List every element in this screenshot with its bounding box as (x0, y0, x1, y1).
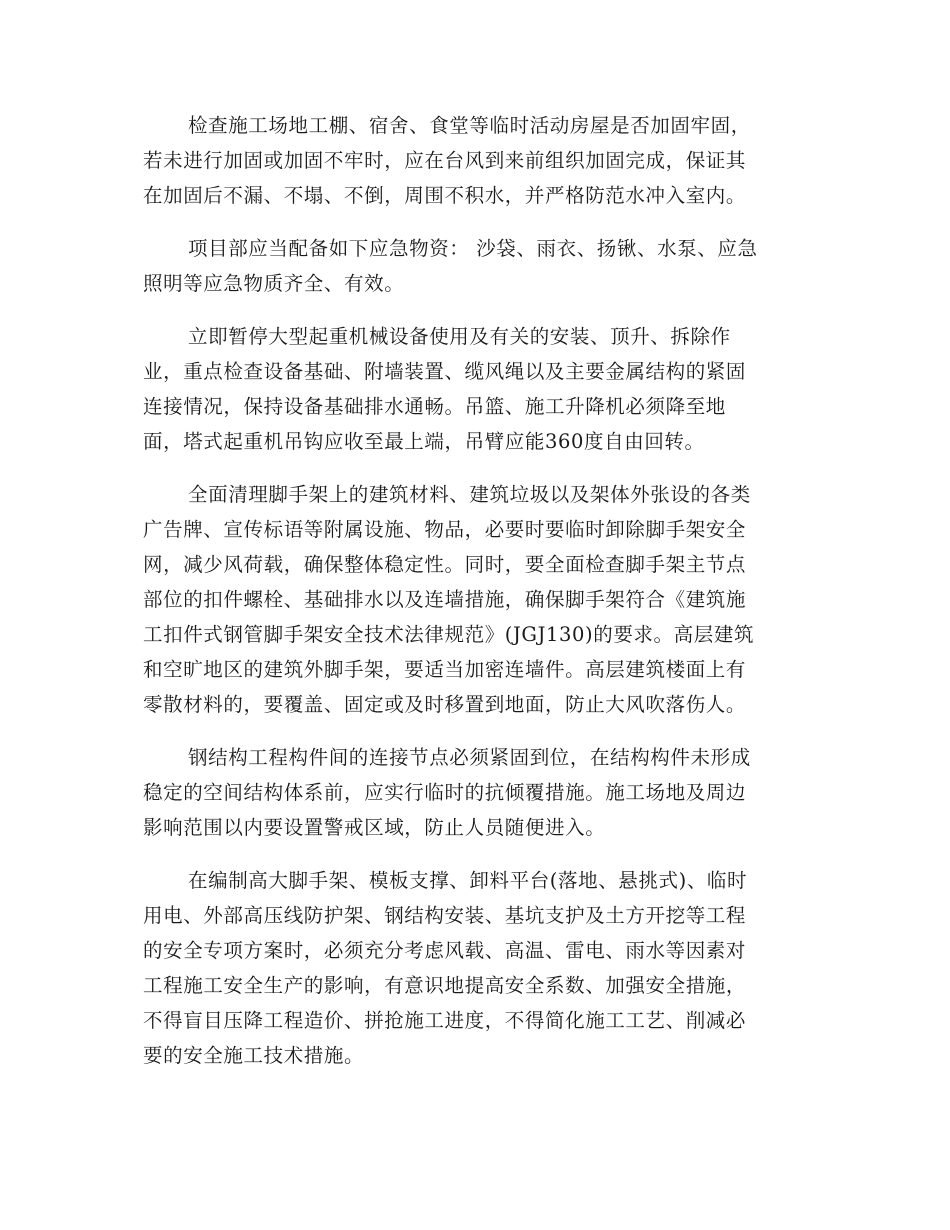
text-line: 工扣件式钢管脚手架安全技术法律规范》(JGJ130)的要求。高层建筑 (143, 623, 755, 646)
text-line: 要的安全施工技术措施。 (143, 1044, 365, 1067)
text-line: 立即暂停大型起重机械设备使用及有关的安装、顶升、拆除作 (188, 325, 731, 348)
text-line: 照明等应急物质齐全、有效。 (143, 272, 405, 295)
text-line: 面，塔式起重机吊钩应收至最上端，吊臂应能360度自由回转。 (143, 430, 705, 453)
paragraph-temporary-housing (143, 108, 808, 213)
text-line: 广告牌、宣传标语等附属设施、物品，必要时要临时卸除脚手架安全 (143, 518, 747, 541)
text-line: 全面清理脚手架上的建筑材料、建筑垃圾以及架体外张设的各类 (188, 483, 751, 506)
paragraph-lifting-machinery (143, 319, 808, 459)
paragraph-steel-structure (143, 740, 808, 845)
paragraph-scaffolding (143, 477, 808, 722)
text-line: 和空旷地区的建筑外脚手架，要适当加密连墙件。高层建筑楼面上有 (143, 658, 747, 681)
text-line: 项目部应当配备如下应急物资： 沙袋、雨衣、扬锹、水泵、应急 (188, 237, 758, 260)
text-line: 工程施工安全生产的影响，有意识地提高安全系数、加强安全措施， (143, 974, 747, 997)
text-line: 影响范围以内要设置警戒区域，防止人员随便进入。 (143, 816, 606, 839)
document-page (143, 108, 808, 1091)
text-line: 若未进行加固或加固不牢时，应在台风到来前组织加固完成，保证其 (143, 149, 747, 172)
text-line: 稳定的空间结构体系前，应实行临时的抗倾覆措施。施工场地及周边 (143, 781, 747, 804)
text-line: 不得盲目压降工程造价、拼抢施工进度，不得简化施工工艺、削减必 (143, 1009, 747, 1032)
text-line: 的安全专项方案时，必须充分考虑风载、高温、雷电、雨水等因素对 (143, 939, 747, 962)
text-line: 在加固后不漏、不塌、不倒，周围不积水，并严格防范水冲入室内。 (143, 184, 747, 207)
text-line: 用电、外部高压线防护架、钢结构安装、基坑支护及土方开挖等工程 (143, 904, 747, 927)
paragraph-safety-plans (143, 863, 808, 1073)
text-line: 钢结构工程构件间的连接节点必须紧固到位，在结构构件未形成 (188, 746, 751, 769)
text-line: 业，重点检查设备基础、附墙装置、缆风绳以及主要金属结构的紧固 (143, 360, 747, 383)
paragraph-emergency-supplies (143, 231, 808, 301)
text-line: 连接情况，保持设备基础排水通畅。吊篮、施工升降机必须降至地 (143, 395, 726, 418)
text-line: 网，减少风荷载，确保整体稳定性。同时，要全面检查脚手架主节点 (143, 553, 747, 576)
text-line: 检查施工场地工棚、宿舍、食堂等临时活动房屋是否加固牢固， (188, 114, 751, 137)
text-line: 零散材料的，要覆盖、固定或及时移置到地面，防止大风吹落伤人。 (143, 693, 747, 716)
text-line: 在编制高大脚手架、模板支撑、卸料平台(落地、悬挑式)、临时 (188, 869, 748, 892)
text-line: 部位的扣件螺栓、基础排水以及连墙措施，确保脚手架符合《建筑施 (143, 588, 747, 611)
